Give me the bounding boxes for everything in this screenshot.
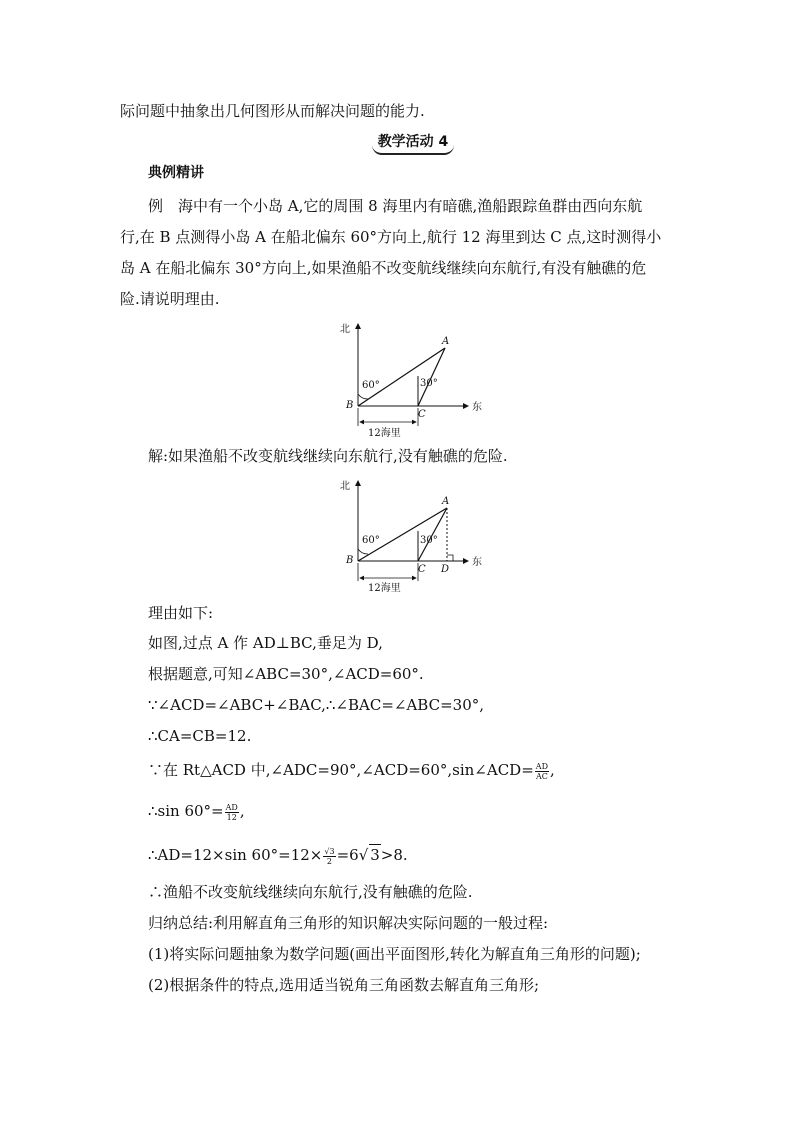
east-label: 东 — [472, 557, 482, 568]
summary-step-2: (2)根据条件的特点,选用适当锐角三角函数去解直角三角形; — [148, 976, 540, 994]
reason-line-8-text: ∴AD=12×sin 60°=12× — [148, 846, 323, 864]
sqrt-three: 3 — [370, 846, 380, 864]
reason-line-4: ∵∠ACD=∠ABC+∠BAC,∴∠BAC=∠ABC=30°, — [148, 696, 485, 714]
continued-text: 际问题中抽象出几何图形从而解决问题的能力. — [120, 102, 425, 120]
reason-line-3: 根据题意,可知∠ABC=30°,∠ACD=60°. — [148, 665, 424, 683]
fraction-ad-ac: $\frac{AD}{AC}$ — [535, 761, 548, 781]
reason-line-2: 如图,过点 A 作 AD⊥BC,垂足为 D, — [148, 634, 383, 652]
angle-arc-b — [358, 394, 368, 399]
distance-label: 12海里 — [368, 428, 401, 439]
reason-line-7: ∴sin 60°= $\frac{AD}{12}$ , — [148, 802, 245, 822]
fraction-ad-12: $\frac{AD}{12}$ — [225, 802, 238, 822]
point-b-label: B — [346, 400, 354, 411]
angle-b-label: 60° — [362, 535, 380, 546]
point-c-label: C — [418, 564, 426, 575]
problem-line-1: 例 海中有一个小岛 A,它的周围 8 海里内有暗礁,渔船跟踪鱼群由西向东航 — [148, 197, 643, 215]
summary-step-1: (1)将实际问题抽象为数学问题(画出平面图形,转化为解直角三角形的问题); — [148, 945, 641, 963]
angle-c-label: 30° — [420, 535, 438, 546]
problem-line-2: 行,在 B 点测得小岛 A 在船北偏东 60°方向上,航行 12 海里到达 C 点,这时测得小 — [120, 228, 662, 246]
point-c-label: C — [418, 409, 426, 420]
angle-c-label: 30° — [420, 378, 438, 389]
figure-1 — [330, 318, 490, 439]
reason-line-8: ∴AD=12×sin 60°=12× $\frac{√3}{2}$ =6√ 3>8. — [148, 846, 408, 866]
north-label: 北 — [340, 324, 350, 335]
answer-intro: 解:如果渔船不改变航线继续向东航行,没有触礁的危险. — [148, 447, 508, 465]
reason-heading: 理由如下: — [148, 604, 214, 622]
reason-line-5: ∴CA=CB=12. — [148, 727, 252, 745]
distance-label: 12海里 — [368, 583, 401, 594]
reason-conclusion: ∴渔船不改变航线继续向东航行,没有触礁的危险. — [148, 883, 473, 901]
north-label: 北 — [340, 481, 350, 492]
activity-title: 教学活动 4 — [372, 131, 454, 155]
section-title: 典例精讲 — [148, 165, 204, 181]
angle-b-label: 60° — [362, 380, 380, 391]
fraction-sqrt3-2: $\frac{√3}{2}$ — [324, 846, 335, 866]
problem-line-3: 岛 A 在船北偏东 30°方向上,如果渔船不改变航线继续向东航行,有没有触礁的危 — [120, 259, 647, 277]
reason-line-7-text: ∴sin 60°= — [148, 802, 224, 820]
reason-line-6-text: ∵在 Rt△ACD 中,∠ADC=90°,∠ACD=60°,sin∠ACD= — [148, 761, 534, 779]
summary-title: 归纳总结:利用解直角三角形的知识解决实际问题的一般过程: — [148, 914, 549, 932]
point-a-label: A — [442, 496, 450, 507]
angle-arc-b — [358, 549, 368, 554]
reason-line-6: ∵在 Rt△ACD 中,∠ADC=90°,∠ACD=60°,sin∠ACD= $\frac{AD}{AC}$ , — [148, 761, 555, 781]
point-a-label: A — [442, 336, 450, 347]
right-angle-mark — [447, 555, 453, 561]
point-d-label: D — [441, 564, 450, 575]
east-label: 东 — [472, 402, 482, 413]
point-b-label: B — [346, 555, 354, 566]
figure-2 — [330, 475, 490, 594]
problem-line-4: 险.请说明理由. — [120, 290, 220, 308]
